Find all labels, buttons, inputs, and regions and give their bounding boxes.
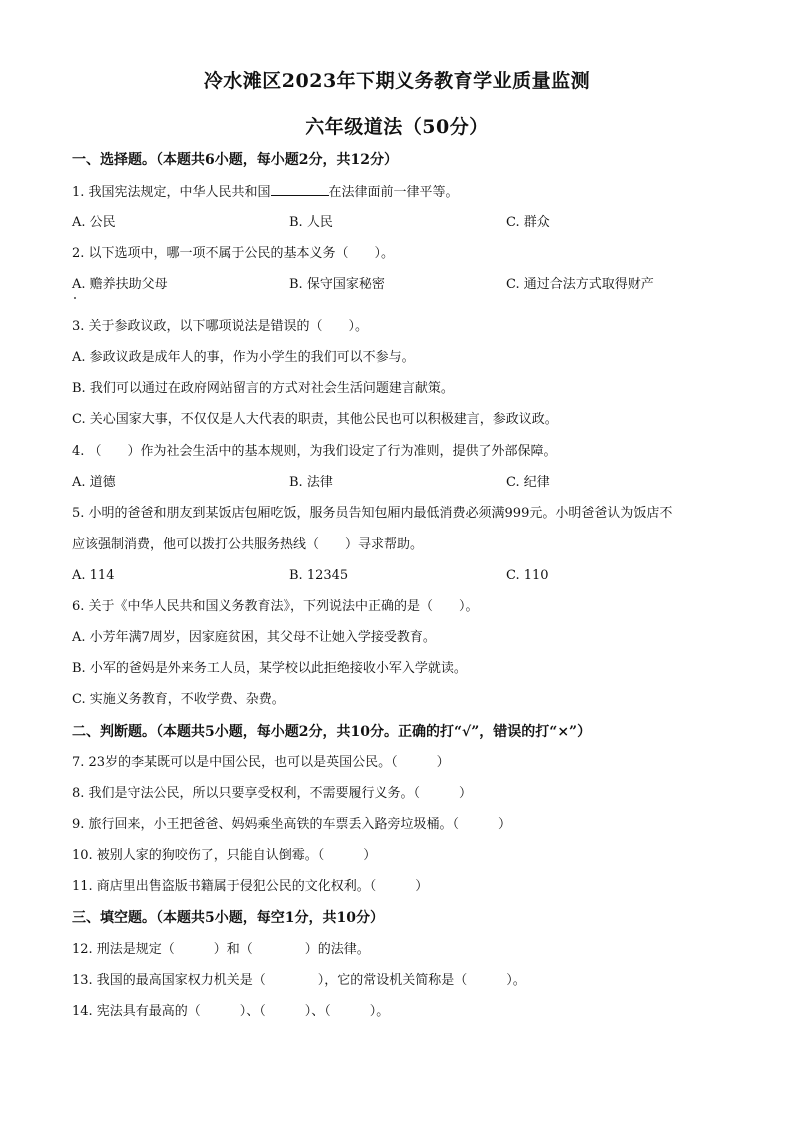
question-13: 13. 我国的最高国家权力机关是（ ），它的常设机关简称是（ ）。 (72, 973, 526, 988)
stray-dot (74, 297, 76, 299)
question-4: 4. （ ）作为社会生活中的基本规则，为我们设定了行为准则，提供了外部保障。 (72, 444, 557, 459)
question-1-blank (271, 183, 329, 196)
question-14: 14. 宪法具有最高的（ ）、（ ）、（ ）。 (72, 1004, 390, 1019)
q3-option-a: A. 参政议政是成年人的事，作为小学生的我们可以不参与。 (72, 350, 415, 365)
question-2: 2. 以下选项中，哪一项不属于公民的基本义务（ ）。 (72, 246, 395, 261)
question-7: 7. 23岁的李某既可以是中国公民，也可以是英国公民。（ ） (72, 755, 450, 770)
q5-option-c: C. 110 (506, 568, 549, 583)
q5-option-a: A. 114 (72, 568, 115, 583)
section-heading-judgement: 二、判断题。（本题共5小题，每小题2分，共10分。正确的打“√”，错误的打“×”） (72, 724, 592, 740)
question-1-after: 在法律面前一律平等。 (328, 185, 459, 200)
q6-option-c: C. 实施义务教育，不收学费、杂费。 (72, 692, 285, 707)
question-3: 3. 关于参政议政，以下哪项说法是错误的（ ）。 (72, 319, 369, 334)
q4-option-a: A. 道德 (72, 475, 116, 490)
q4-option-c: C. 纪律 (506, 475, 550, 490)
question-8: 8. 我们是守法公民，所以只要享受权利，不需要履行义务。（ ） (72, 786, 473, 801)
q2-option-c: C. 通过合法方式取得财产 (506, 277, 654, 292)
section-heading-fill-blank: 三、填空题。（本题共5小题，每空1分，共10分） (72, 910, 384, 926)
q5-option-b: B. 12345 (289, 568, 349, 583)
question-12: 12. 刑法是规定（ ）和（ ）的法律。 (72, 942, 370, 957)
q1-option-b: B. 人民 (289, 215, 333, 230)
q4-option-b: B. 法律 (289, 475, 333, 490)
question-5-line-2: 应该强制消费，他可以拨打公共服务热线（ ）寻求帮助。 (72, 537, 424, 552)
question-9: 9. 旅行回来，小王把爸爸、妈妈乘坐高铁的车票丢入路旁垃圾桶。（ ） (72, 817, 512, 832)
q2-option-a: A. 赡养扶助父母 (72, 277, 168, 292)
question-11: 11. 商店里出售盗版书籍属于侵犯公民的文化权利。（ ） (72, 879, 429, 894)
question-6: 6. 关于《中华人民共和国义务教育法》，下列说法中正确的是（ ）。 (72, 599, 479, 614)
q3-option-b: B. 我们可以通过在政府网站留言的方式对社会生活问题建言献策。 (72, 381, 454, 396)
section-heading-choice: 一、选择题。（本题共6小题，每小题2分，共12分） (72, 152, 398, 168)
q2-option-b: B. 保守国家秘密 (289, 277, 385, 292)
q6-option-b: B. 小军的爸妈是外来务工人员，某学校以此拒绝接收小军入学就读。 (72, 661, 467, 676)
question-5-line-1: 5. 小明的爸爸和朋友到某饭店包厢吃饭，服务员告知包厢内最低消费必须满999元。小明爸爸认为饭店不 (72, 506, 673, 521)
exam-title: 冷水滩区2023年下期义务教育学业质量监测 (203, 70, 591, 92)
q3-option-c: C. 关心国家大事，不仅仅是人大代表的职责，其他公民也可以积极建言，参政议政。 (72, 412, 558, 427)
question-1 (72, 183, 459, 202)
q1-option-c: C. 群众 (506, 215, 550, 230)
question-1-before: 1. 我国宪法规定，中华人民共和国 (72, 185, 271, 200)
q6-option-a: A. 小芳年满7周岁，因家庭贫困，其父母不让她入学接受教育。 (72, 630, 436, 645)
question-10: 10. 被别人家的狗咬伤了，只能自认倒霉。（ ） (72, 848, 377, 863)
q1-option-a: A. 公民 (72, 215, 116, 230)
exam-subtitle: 六年级道法（50分） (305, 116, 489, 138)
